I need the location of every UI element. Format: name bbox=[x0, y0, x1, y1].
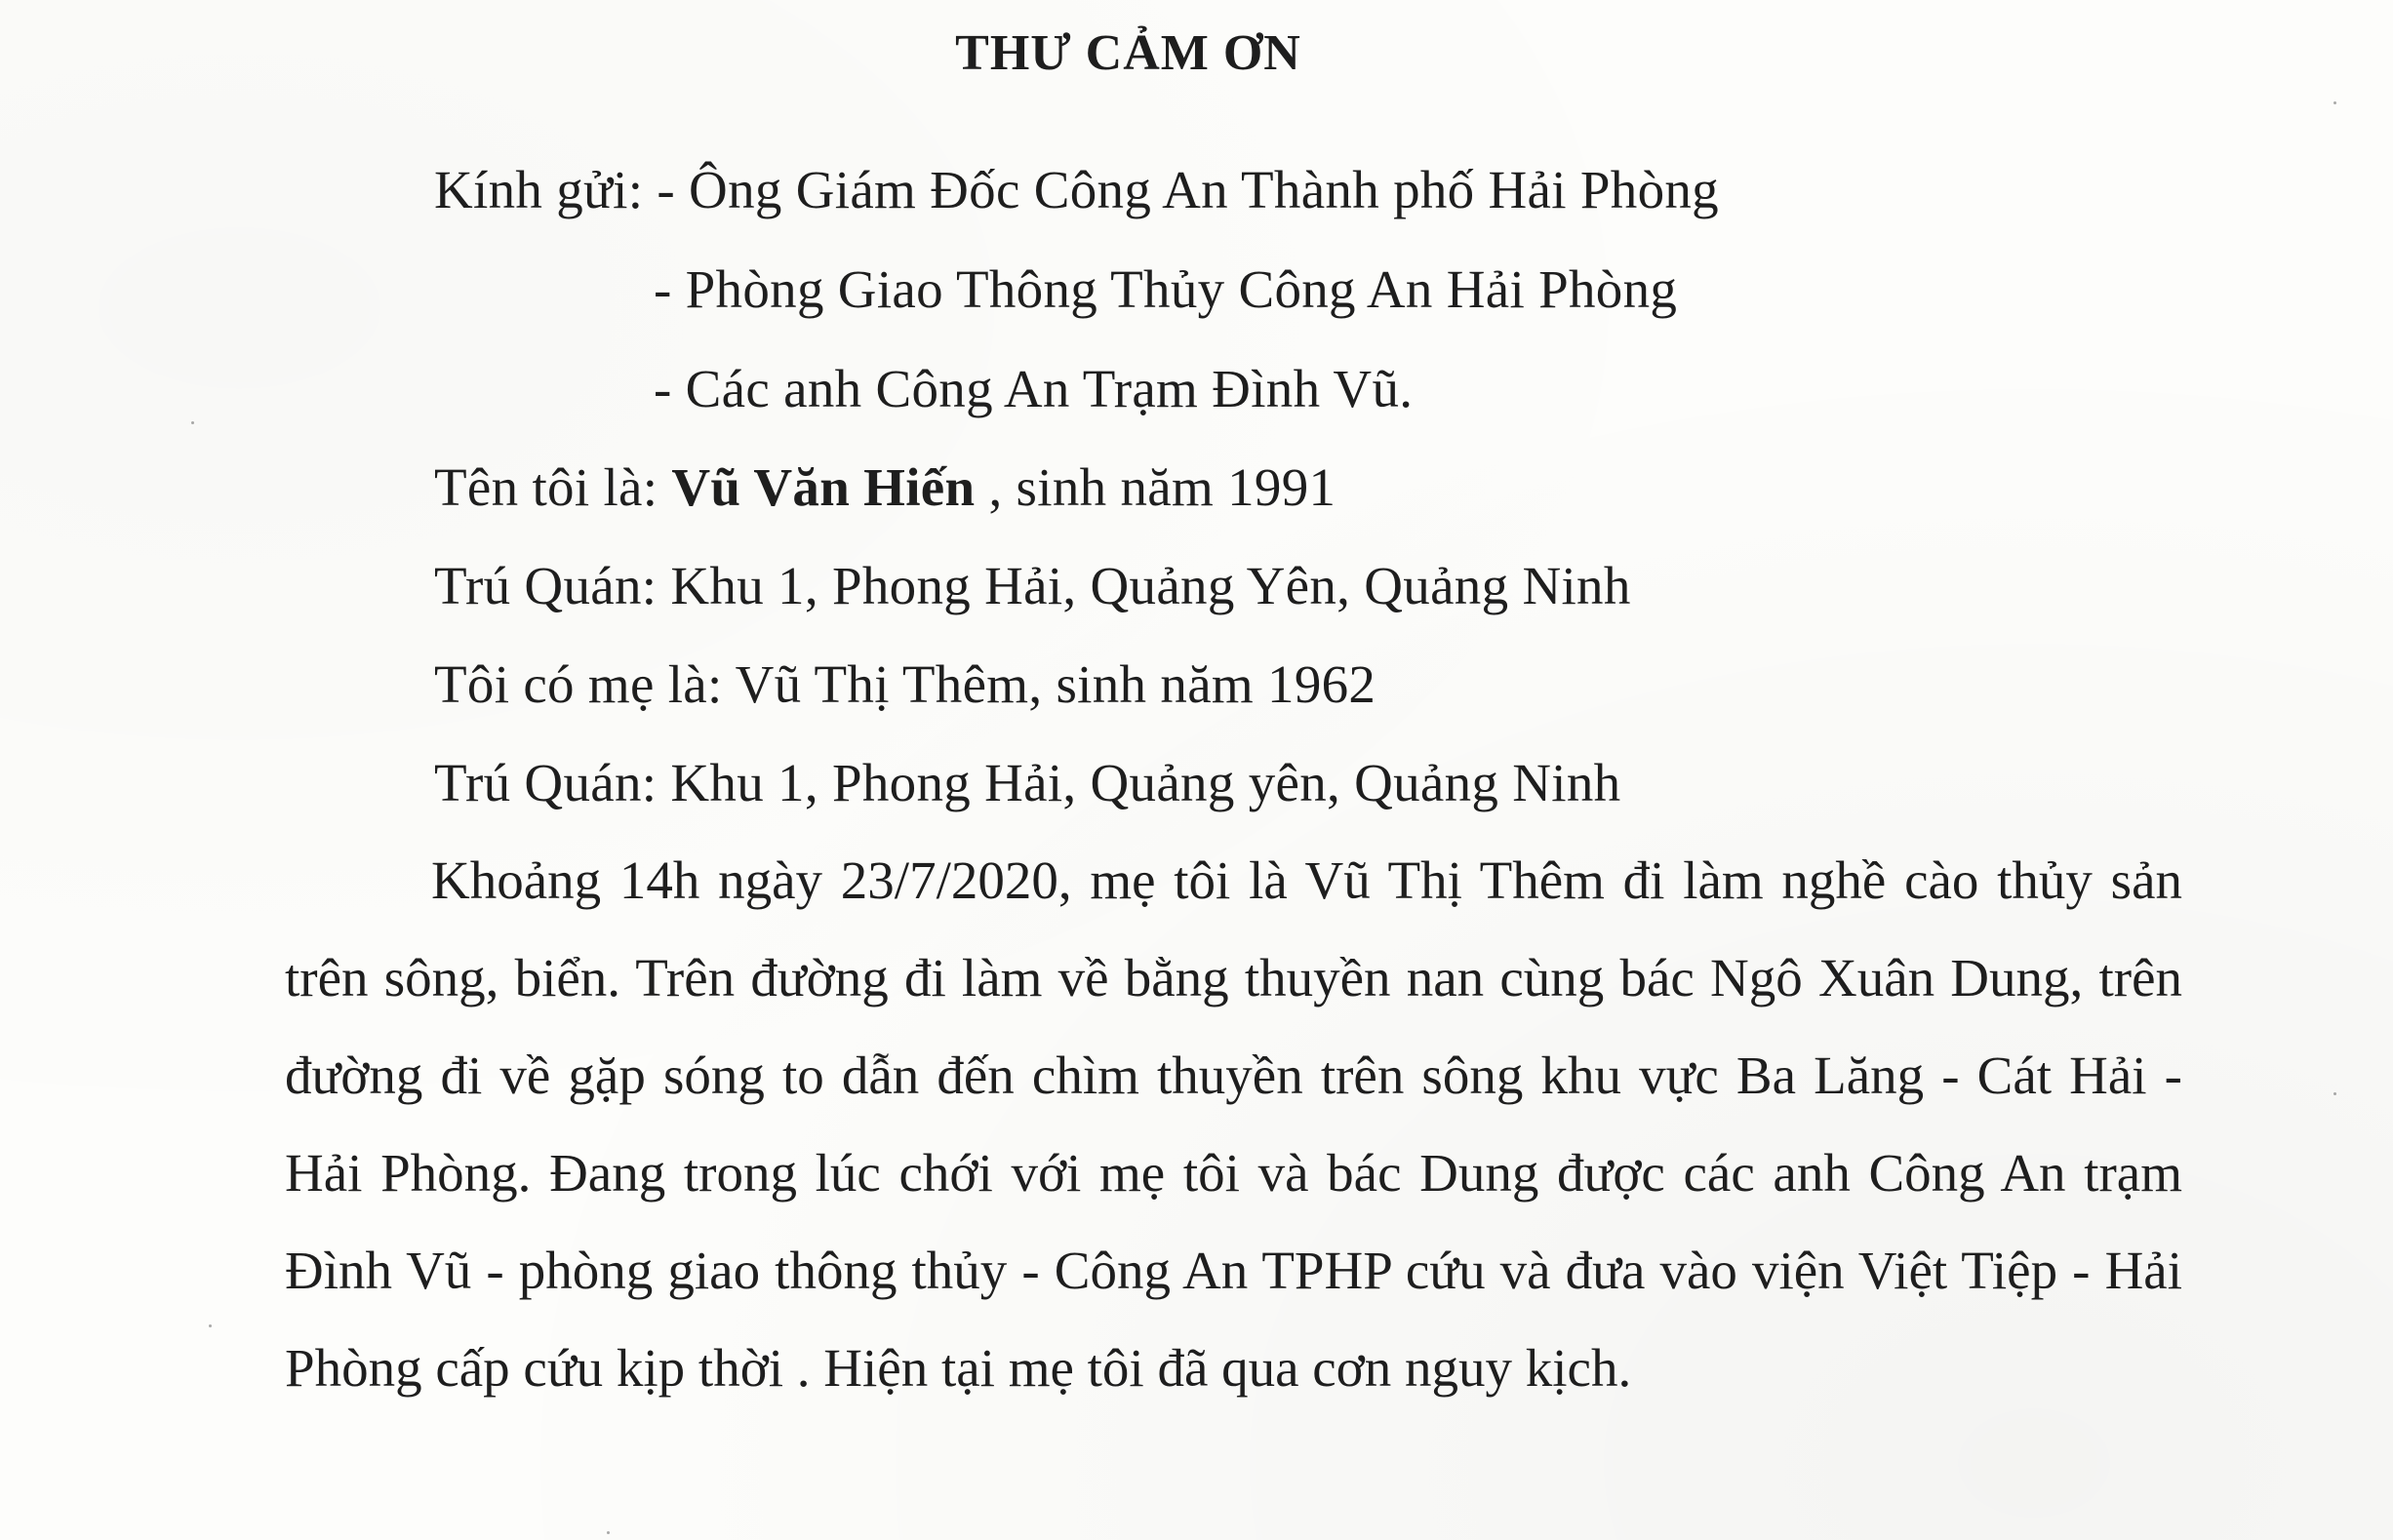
mother-address: Trú Quán: Khu 1, Phong Hải, Quảng yên, Quảng Ninh bbox=[434, 753, 1621, 812]
scan-speck bbox=[607, 1531, 610, 1534]
recipient-item: - Các anh Công An Trạm Đình Vũ. bbox=[654, 359, 1414, 418]
writer-birth: , sinh năm 1991 bbox=[975, 457, 1336, 517]
recipients-line-1 bbox=[434, 156, 1719, 224]
writer-address: Trú Quán: Khu 1, Phong Hải, Quảng Yên, Quảng Ninh bbox=[434, 556, 1631, 615]
body-paragraph-text: Khoảng 14h ngày 23/7/2020, mẹ tôi là Vũ Thị Thêm đi làm nghề cào thủy sản trên sông, biển. Trên đường đi làm về bằng thuyền nan cùng bác Ngô Xuân Dung, trên đường đi về gặp sóng to dẫn đến chìm thuyền trên sông khu vực Ba Lăng - Cát Hải - Hải Phòng. Đang trong lúc chới với mẹ tôi và bác Dung được các anh Công An trạm Đình Vũ - phòng giao thông thủy - Công An TPHP cứu và đưa vào viện Việt Tiệp - Hải Phòng cấp cứu kịp thời . Hiện tại mẹ tôi đã qua cơn nguy kịch. bbox=[285, 850, 2182, 1398]
scan-speck bbox=[209, 1324, 212, 1327]
scan-speck bbox=[2333, 1092, 2336, 1095]
letter-title-text: THƯ CẢM ƠN bbox=[955, 25, 1301, 81]
body-paragraph bbox=[285, 832, 2182, 1417]
recipient-item: - Phòng Giao Thông Thủy Công An Hải Phòng bbox=[654, 259, 1678, 319]
recipients-line-2 bbox=[654, 256, 1677, 324]
scan-speck bbox=[2333, 101, 2336, 104]
writer-address-line bbox=[434, 552, 1631, 620]
scan-speck bbox=[191, 421, 194, 424]
mother-line bbox=[434, 651, 1376, 719]
recipient-item: - Ông Giám Đốc Công An Thành phố Hải Phòng bbox=[657, 160, 1719, 219]
writer-name-line bbox=[434, 454, 1336, 522]
recipients-line-3 bbox=[654, 355, 1413, 423]
writer-name: Vũ Văn Hiến bbox=[671, 457, 976, 517]
mother-info: Tôi có mẹ là: Vũ Thị Thêm, sinh năm 1962 bbox=[434, 654, 1376, 714]
mother-address-line bbox=[434, 749, 1620, 817]
recipients-label: Kính gửi: bbox=[434, 160, 644, 219]
writer-name-label: Tên tôi là: bbox=[434, 457, 658, 517]
letter-title bbox=[0, 20, 2393, 88]
